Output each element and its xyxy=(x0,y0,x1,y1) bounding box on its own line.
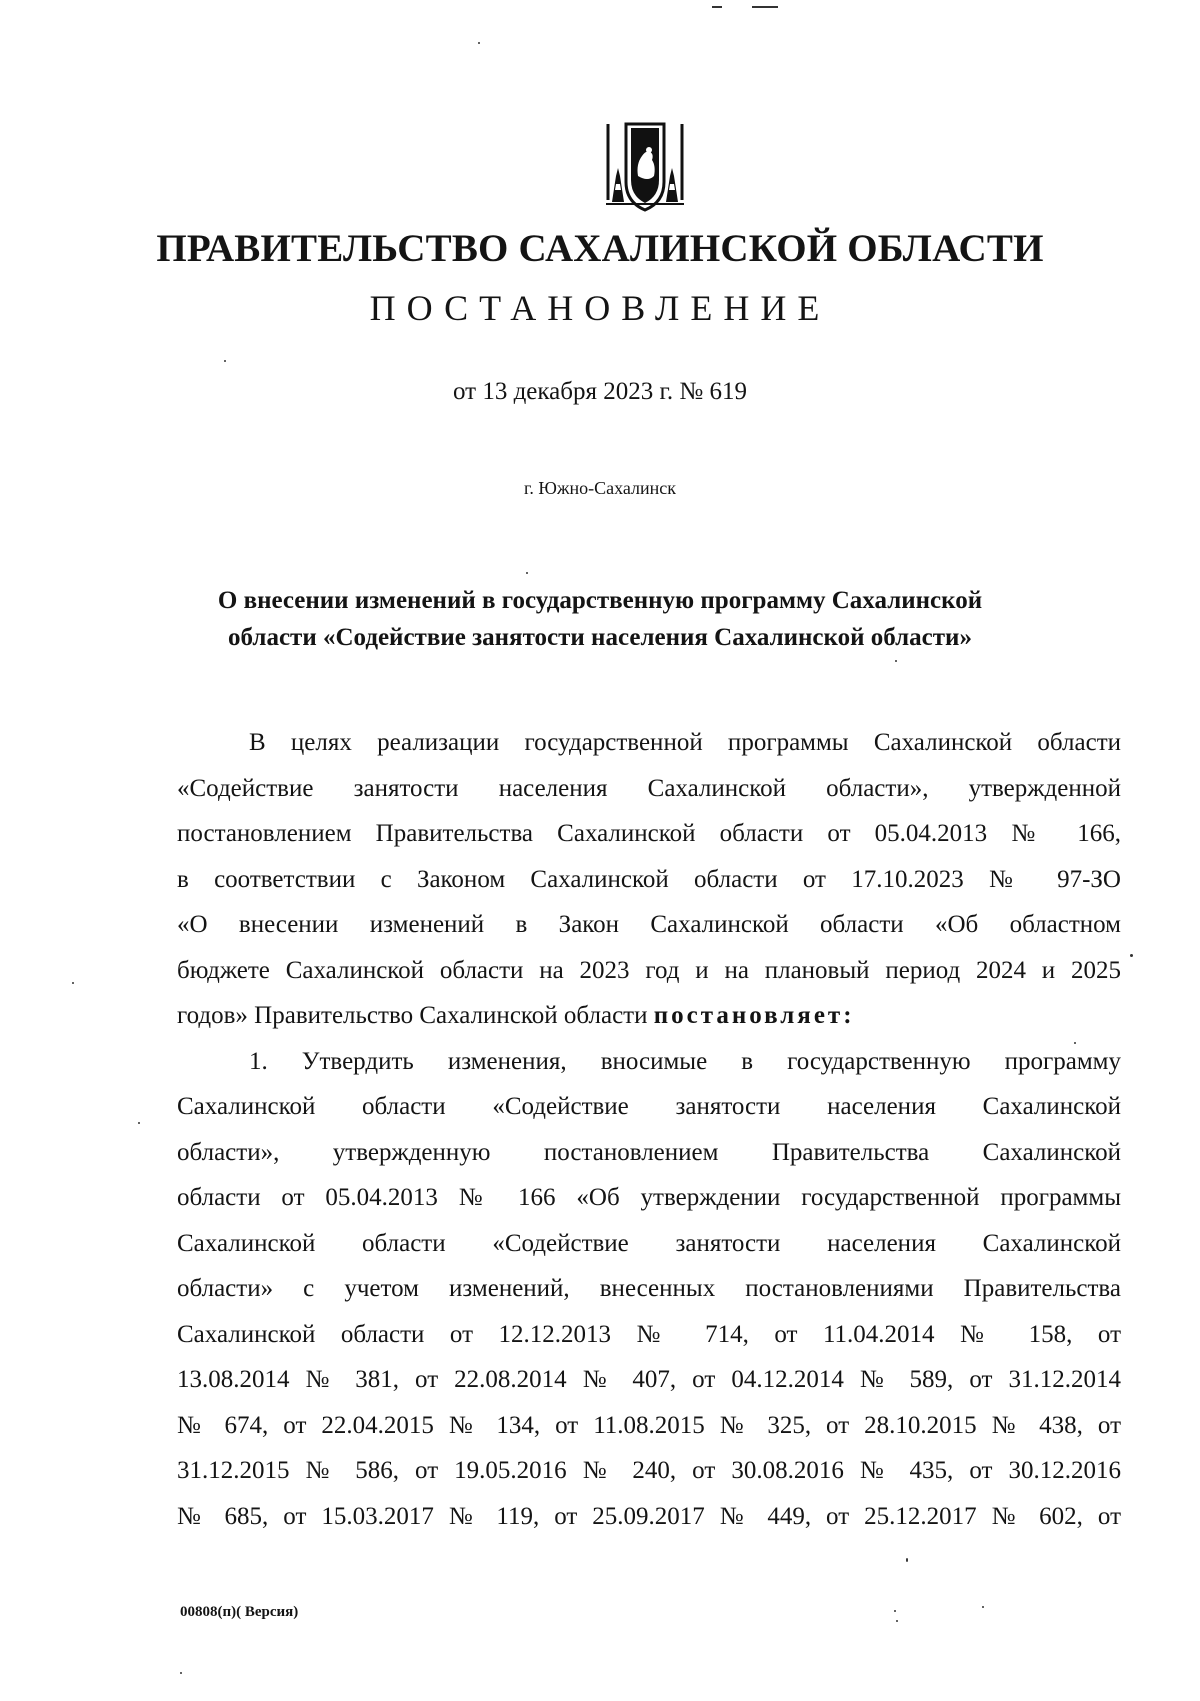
body-line: № 685, от 15.03.2017 № 119, от 25.09.2017 № 449, от 25.12.2017 № 602, от xyxy=(177,1502,1121,1530)
subject-line-2: области «Содействие занятости населения Сахалинской области» xyxy=(228,624,972,651)
scan-speck xyxy=(180,1672,182,1674)
scan-speck xyxy=(896,1620,898,1622)
form-code: 00808(п)( Версия) xyxy=(180,1604,299,1620)
scan-speck xyxy=(906,1558,908,1562)
scan-speck xyxy=(72,982,74,984)
scan-speck xyxy=(1074,1042,1076,1044)
body-line: Сахалинской области от 12.12.2013 № 714, от 11.04.2014 № 158, от xyxy=(177,1320,1121,1348)
scan-speck xyxy=(982,1606,984,1608)
body-line: «Содействие занятости населения Сахалинской области», утвержденной xyxy=(177,774,1121,802)
preamble-last-text: годов» Правительство Сахалинской области xyxy=(177,1002,648,1029)
scan-speck xyxy=(712,6,722,8)
scan-speck xyxy=(894,1610,896,1612)
body-line: бюджете Сахалинской области на 2023 год и на плановый период 2024 и 2025 xyxy=(177,956,1121,984)
body-line: области», утвержденную постановлением Правительства Сахалинской xyxy=(177,1138,1121,1166)
paragraph-item-1 xyxy=(177,1039,1121,1540)
body-line: В целях реализации государственной программы Сахалинской области xyxy=(249,729,1121,756)
body-line xyxy=(177,993,1121,1039)
body-line: области от 05.04.2013 № 166 «Об утверждении государственной программы xyxy=(177,1184,1121,1211)
body-line: Сахалинской области «Содействие занятости населения Сахалинской xyxy=(177,1093,1121,1120)
scan-speck xyxy=(138,1122,140,1124)
body-line: Сахалинской области «Содействие занятости населения Сахалинской xyxy=(177,1229,1121,1257)
body-line: 13.08.2014 № 381, от 22.08.2014 № 407, от 04.12.2014 № 589, от 31.12.2014 xyxy=(177,1366,1121,1393)
body-line: № 674, от 22.04.2015 № 134, от 11.08.2015 № 325, от 28.10.2015 № 438, от xyxy=(177,1411,1121,1439)
body-line: области» с учетом изменений, внесенных постановлениями Правительства xyxy=(177,1275,1121,1302)
document-subject xyxy=(120,582,1080,656)
scan-speck xyxy=(752,6,778,8)
coat-of-arms-icon xyxy=(598,120,692,216)
subject-line-1: О внесении изменений в государственную программу Сахалинской xyxy=(217,587,983,614)
document-type: ПОСТАНОВЛЕНИЕ xyxy=(369,288,831,328)
body-line: в соответствии с Законом Сахалинской области от 17.10.2023 № 97-ЗО xyxy=(177,865,1121,893)
scan-speck xyxy=(1130,954,1133,957)
resolves-word: постановляет: xyxy=(653,1002,855,1029)
body-line: 1. Утвердить изменения, вносимые в государственную программу xyxy=(249,1047,1121,1075)
document-body xyxy=(177,720,1121,1539)
document-date-number: от 13 декабря 2023 г. № 619 xyxy=(452,378,748,405)
scan-speck xyxy=(895,660,897,662)
body-line: «О внесении изменений в Закон Сахалинской области «Об областном xyxy=(177,911,1121,938)
scan-speck xyxy=(478,42,480,44)
issuing-city: г. Южно-Сахалинск xyxy=(523,478,677,498)
paragraph-preamble xyxy=(177,720,1121,1039)
scan-speck xyxy=(224,360,226,362)
government-title: ПРАВИТЕЛЬСТВО САХАЛИНСКОЙ ОБЛАСТИ xyxy=(156,227,1044,270)
scan-speck xyxy=(526,572,528,574)
body-line: 31.12.2015 № 586, от 19.05.2016 № 240, от 30.08.2016 № 435, от 30.12.2016 xyxy=(177,1457,1121,1484)
body-line: постановлением Правительства Сахалинской области от 05.04.2013 № 166, xyxy=(177,820,1121,847)
